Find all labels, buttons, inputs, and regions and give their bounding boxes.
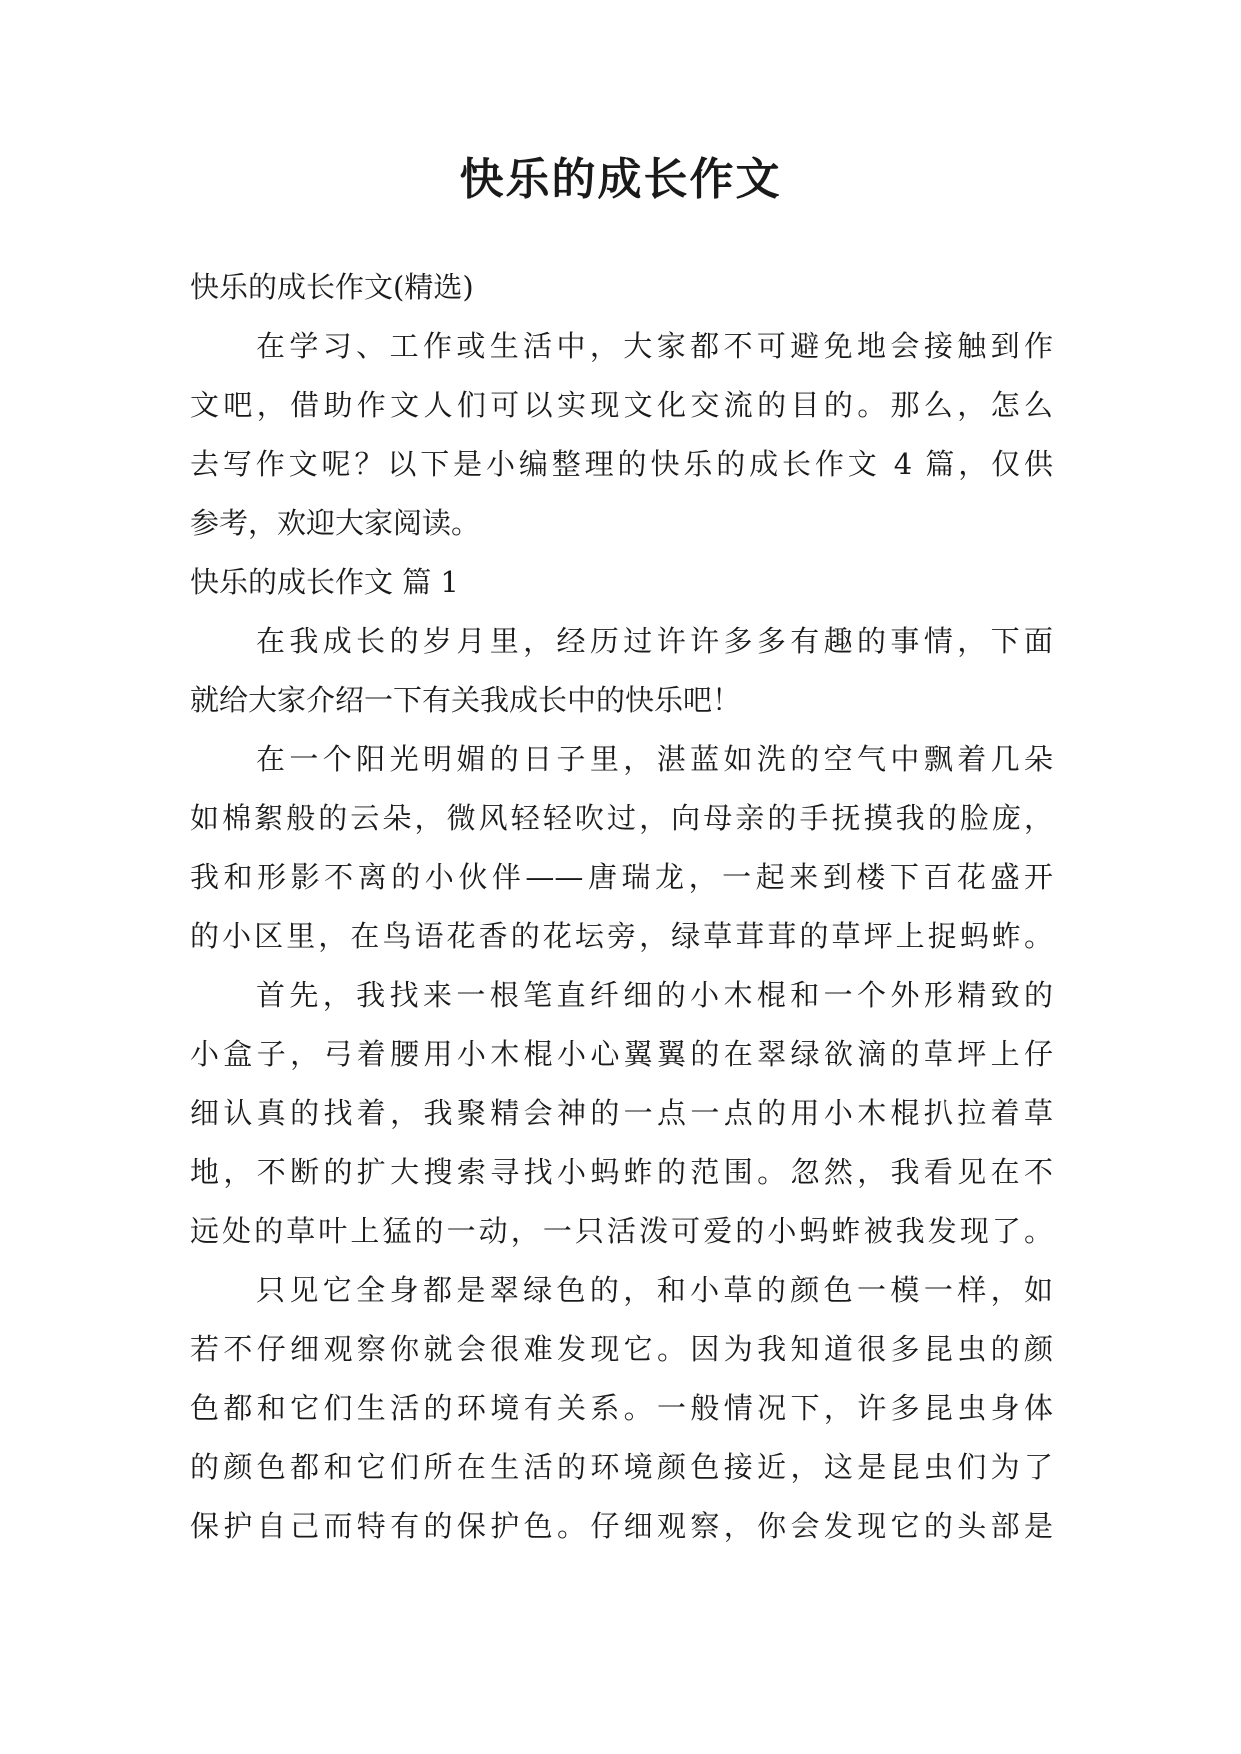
paragraph-line: 若不仔细观察你就会很难发现它。因为我知道很多昆虫的颜 bbox=[190, 1332, 1053, 1366]
paragraph-line: 在我成长的岁月里，经历过许许多多有趣的事情，下面 bbox=[256, 624, 1053, 658]
paragraph-line: 小盒子，弓着腰用小木棍小心翼翼的在翠绿欲滴的草坪上仔 bbox=[190, 1037, 1053, 1071]
paragraph-line: 首先，我找来一根笔直纤细的小木棍和一个外形精致的 bbox=[256, 978, 1053, 1012]
paragraph-line: 参考，欢迎大家阅读。 bbox=[190, 506, 481, 540]
paragraph-line: 在学习、工作或生活中，大家都不可避免地会接触到作 bbox=[256, 329, 1053, 363]
section-heading: 快乐的成长作文 篇 1 bbox=[190, 565, 459, 599]
paragraph-line: 保护自己而特有的保护色。仔细观察，你会发现它的头部是 bbox=[190, 1509, 1053, 1543]
paragraph-line: 细认真的找着，我聚精会神的一点一点的用小木棍扒拉着草 bbox=[190, 1096, 1053, 1130]
paragraph-line: 就给大家介绍一下有关我成长中的快乐吧！ bbox=[190, 683, 742, 717]
paragraph-line: 的小区里，在鸟语花香的花坛旁，绿草茸茸的草坪上捉蚂蚱。 bbox=[190, 919, 1053, 953]
paragraph-line: 色都和它们生活的环境有关系。一般情况下，许多昆虫身体 bbox=[190, 1391, 1053, 1425]
document-title: 快乐的成长作文 bbox=[459, 154, 782, 205]
paragraph-line: 在一个阳光明媚的日子里，湛蓝如洗的空气中飘着几朵 bbox=[256, 742, 1053, 776]
paragraph-line: 文吧，借助作文人们可以实现文化交流的目的。那么，怎么 bbox=[190, 388, 1053, 422]
paragraph-line: 如棉絮般的云朵，微风轻轻吹过，向母亲的手抚摸我的脸庞， bbox=[190, 801, 1053, 835]
paragraph-line: 的颜色都和它们所在生活的环境颜色接近，这是昆虫们为了 bbox=[190, 1450, 1053, 1484]
paragraph-line: 地，不断的扩大搜索寻找小蚂蚱的范围。忽然，我看见在不 bbox=[190, 1155, 1053, 1189]
document-body bbox=[190, 258, 1053, 1556]
paragraph-line: 去写作文呢？以下是小编整理的快乐的成长作文 4 篇，仅供 bbox=[190, 447, 1053, 481]
section-heading: 快乐的成长作文(精选) bbox=[190, 270, 474, 304]
paragraph-line: 我和形影不离的小伙伴——唐瑞龙，一起来到楼下百花盛开 bbox=[190, 860, 1053, 894]
paragraph-line: 只见它全身都是翠绿色的，和小草的颜色一模一样，如 bbox=[256, 1273, 1053, 1307]
paragraph-line: 远处的草叶上猛的一动，一只活泼可爱的小蚂蚱被我发现了。 bbox=[190, 1214, 1053, 1248]
